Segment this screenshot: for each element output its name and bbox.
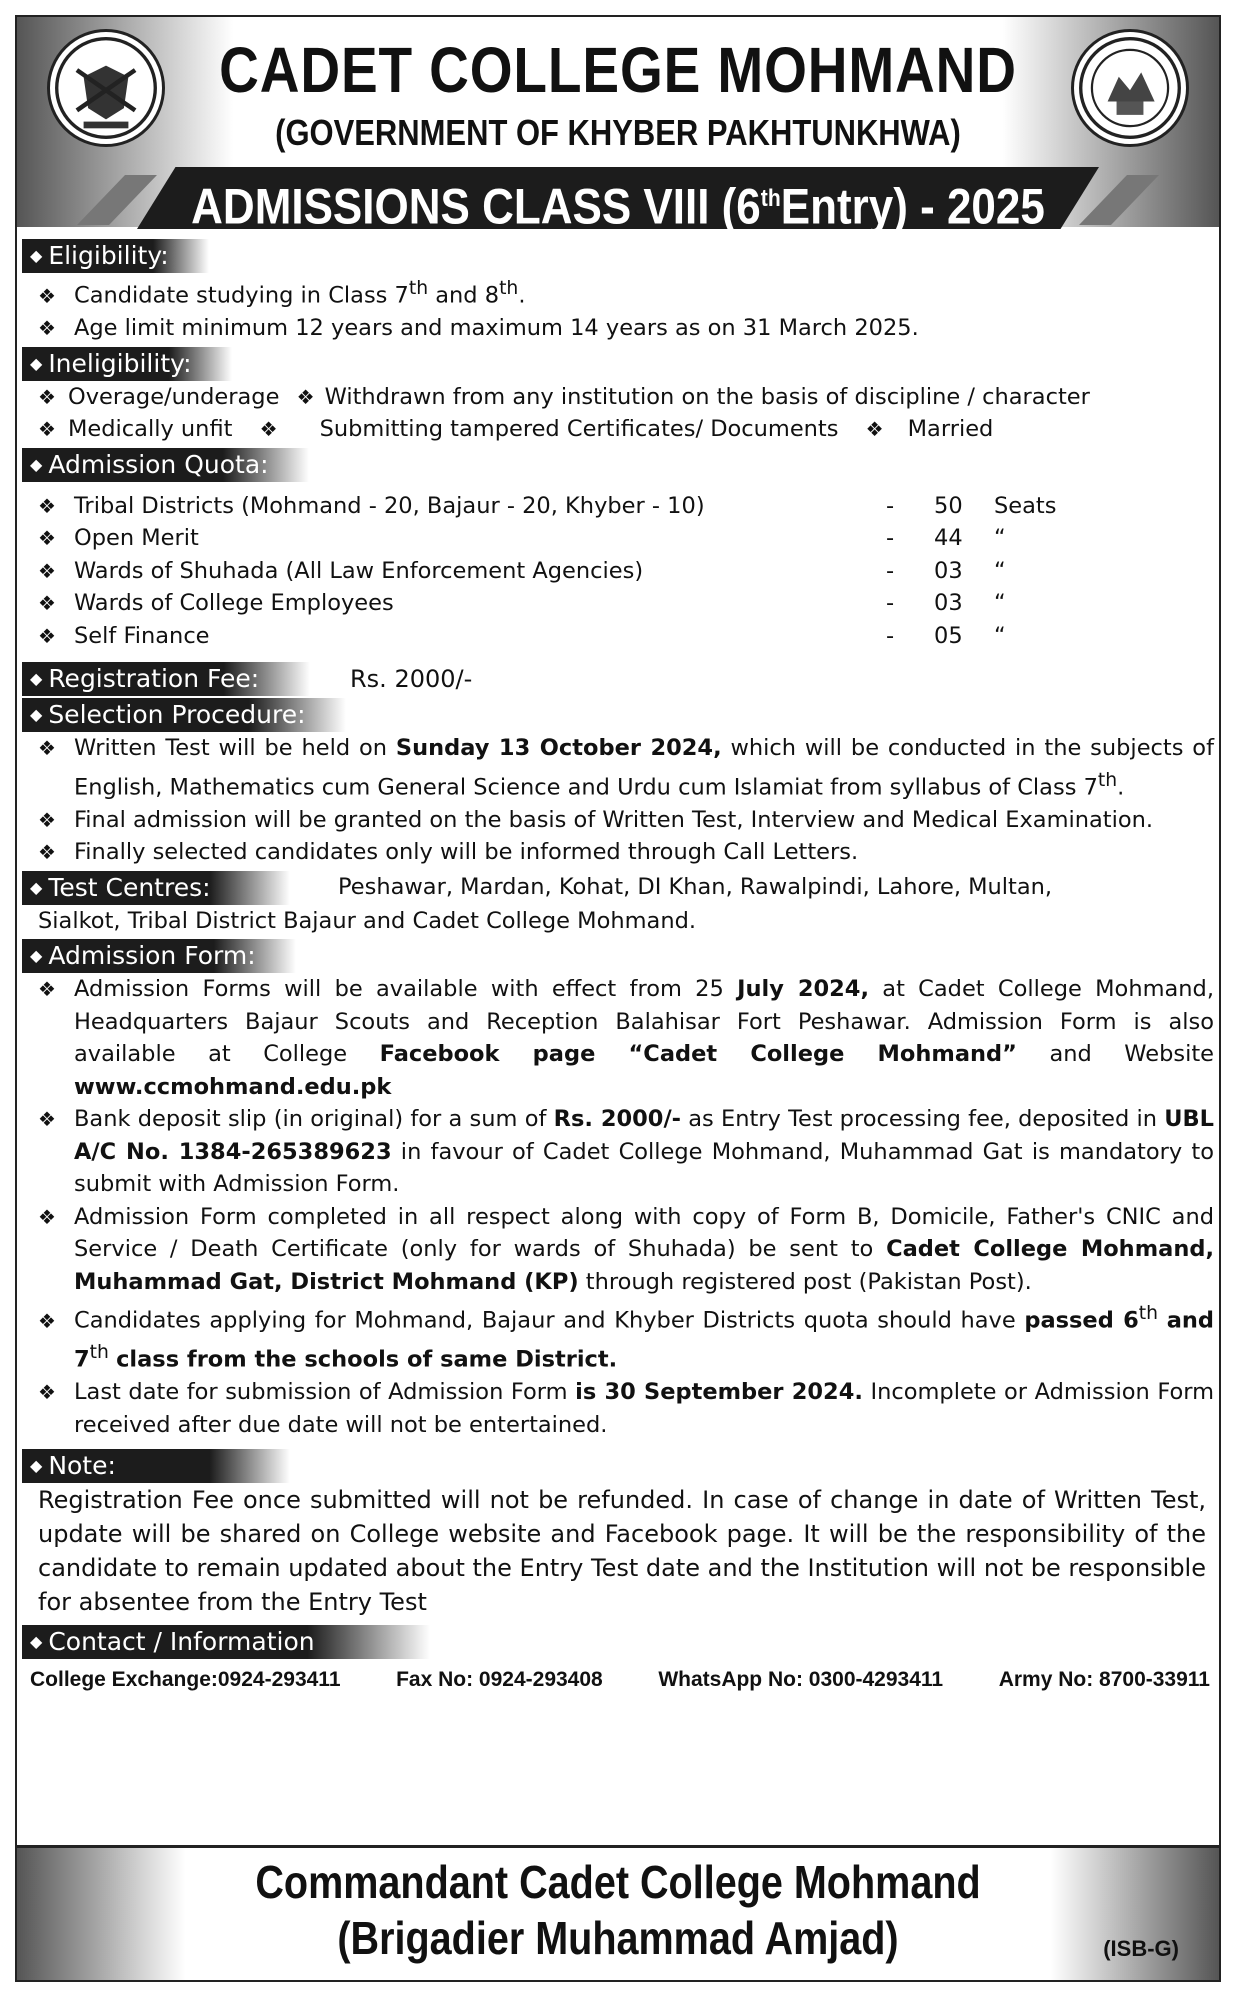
quota-name: Self Finance: [74, 622, 210, 649]
banner-text: ADMISSIONS CLASS VIII (6thEntry) - 2025: [191, 178, 1045, 235]
diamond-icon: ◆: [30, 669, 43, 688]
quota-dash: -: [886, 525, 895, 551]
ineligibility-row: ❖ Overage/underage ❖ Withdrawn from any institution on the basis of discipline / character: [22, 381, 1214, 414]
bullet-icon: ❖: [38, 1380, 56, 1404]
form-item: ❖ Admission Form completed in all respect along with copy of Form B, Domicile, Father's CNIC and Service / Death Certificate (only for wards of Shuhada) be sent to Cadet College Mohmand, Muhammad Gat, District Mohmand (KP) through registered post (Pakistan Post).: [22, 1201, 1214, 1299]
bullet-icon: ❖: [38, 283, 56, 308]
footer: [17, 1845, 1219, 1980]
contact-numbers: [22, 1665, 1214, 1695]
bullet-icon: ❖: [865, 417, 884, 441]
section-heading-contact: ◆ Contact / Information: [22, 1625, 1214, 1659]
quota-row: [22, 587, 1214, 620]
bullet-icon: ❖: [38, 526, 56, 550]
diamond-icon: ◆: [30, 454, 43, 474]
note-text: Registration Fee once submitted will not be refunded. In case of change in date of Written Test, update will be shared on College website and Facebook page. It will be the responsibility of the candidate to remain updated about the Entry Test date and the Institution will not be responsible for absentee from the Entry Test: [38, 1486, 1206, 1616]
bullet-icon: ❖: [296, 384, 315, 409]
diamond-icon: ◆: [30, 353, 43, 373]
footer-name: (Brigadier Muhammad Amjad): [337, 1912, 899, 1964]
bullet-icon: ❖: [38, 558, 56, 583]
diamond-icon: ◆: [30, 1456, 43, 1475]
form-item: ❖ Last date for submission of Admission Form is 30 September 2024. Incomplete or Admission Form received after due date will not be entertained.: [22, 1376, 1214, 1441]
footer-commandant: Commandant Cadet College Mohmand: [255, 1856, 981, 1908]
diamond-icon: ◆: [30, 705, 43, 724]
bullet-icon: ❖: [38, 417, 56, 441]
bullet-icon: ❖: [38, 591, 56, 615]
form-item: ❖ Admission Forms will be available with effect from 25 July 2024, at Cadet College Mohmand, Headquarters Bajaur Scouts and Reception Balahisar Fort Peshawar. Admission Form is also available at College Facebook page “Cadet College Mohmand” and Website www.ccmohmand.edu.pk: [22, 973, 1214, 1103]
quota-unit: “: [994, 525, 1006, 551]
selection-item: ❖ Written Test will be held on Sunday 13 October 2024, which will be conducted in the subjects of English, Mathematics cum General Science and Urdu cum Islamiat from syllabus of Class 7th.: [22, 732, 1214, 804]
selection-item: ❖ Finally selected candidates only will be informed through Call Letters.: [22, 836, 1214, 869]
section-heading-note: ◆ Note:: [22, 1449, 1214, 1483]
bullet-icon: ❖: [38, 493, 56, 518]
eligibility-item: ❖ Age limit minimum 12 years and maximum 14 years as on 31 March 2025.: [22, 312, 1214, 345]
quota-name: Wards of College Employees: [74, 590, 394, 616]
quota-value: 03: [934, 590, 963, 616]
diamond-icon: ◆: [30, 877, 43, 897]
quota-dash: -: [886, 590, 895, 616]
page-subtitle: (GOVERNMENT OF KHYBER PAKHTUNKHWA): [275, 112, 961, 153]
bullet-icon: ❖: [38, 977, 56, 1001]
page-title: CADET COLLEGE MOHMAND: [219, 34, 1017, 106]
quota-dash: -: [886, 622, 895, 649]
whatsapp-number: WhatsApp No: 0300-4293411: [658, 1668, 944, 1691]
bullet-icon: ❖: [38, 1107, 56, 1131]
section-heading-test-centres: ◆ Test Centres: Peshawar, Mardan, Kohat, DI Khan, Rawalpindi, Lahore, Multan,: [22, 871, 1214, 905]
quota-unit: “: [994, 557, 1006, 584]
college-exchange-number: College Exchange:0924-293411: [30, 1668, 341, 1691]
eligibility-item: ❖ Candidate studying in Class 7th and 8th.: [22, 273, 1214, 312]
section-heading-selection: ◆ Selection Procedure:: [22, 698, 1214, 732]
kp-government-seal-icon: [1071, 29, 1189, 147]
quota-name: Wards of Shuhada (All Law Enforcement Agencies): [74, 557, 644, 584]
content: [22, 237, 1214, 1695]
quota-value: 03: [934, 557, 963, 584]
section-heading-quota: ◆ Admission Quota:: [22, 448, 1214, 482]
ineligibility-row: ❖ Medically unfit ❖ Submitting tampered Certificates/ Documents ❖ Married: [22, 413, 1214, 446]
bullet-icon: ❖: [38, 316, 56, 340]
section-heading-eligibility: ◆ Eligibility:: [22, 239, 1214, 273]
bullet-icon: ❖: [38, 1204, 56, 1229]
fax-number: Fax No: 0924-293408: [396, 1668, 603, 1691]
quota-unit: “: [994, 590, 1006, 616]
registration-fee-value: Rs. 2000/-: [350, 664, 473, 693]
admissions-banner: [77, 167, 1159, 235]
quota-unit: Seats: [994, 492, 1057, 519]
bullet-icon: ❖: [38, 384, 56, 409]
bullet-icon: ❖: [38, 1308, 56, 1333]
quota-row: [22, 620, 1214, 653]
section-heading-admission-form: ◆ Admission Form:: [22, 939, 1214, 973]
quota-value: 50: [934, 492, 963, 519]
quota-value: 05: [934, 622, 963, 649]
advertisement: [15, 15, 1221, 1982]
quota-name: Open Merit: [74, 525, 199, 551]
quota-row: [22, 555, 1214, 588]
quota-dash: -: [886, 492, 895, 519]
bullet-icon: ❖: [38, 840, 56, 864]
quota-dash: -: [886, 557, 895, 584]
diamond-icon: ◆: [30, 1632, 43, 1651]
quota-unit: “: [994, 622, 1006, 649]
diamond-icon: ◆: [30, 946, 43, 965]
test-centres-list: Peshawar, Mardan, Kohat, DI Khan, Rawalpindi, Lahore, Multan,: [338, 874, 1053, 901]
selection-item: ❖ Final admission will be granted on the basis of Written Test, Interview and Medical Examination.: [22, 804, 1214, 837]
quota-name: Tribal Districts (Mohmand - 20, Bajaur - 20, Khyber - 10): [74, 492, 705, 519]
section-heading-ineligibility: ◆ Ineligibility:: [22, 347, 1214, 381]
bullet-icon: ❖: [38, 807, 56, 832]
form-item: ❖ Candidates applying for Mohmand, Bajaur and Khyber Districts quota should have passed 6th and 7th class from the schools of same District.: [38, 1303, 1214, 1373]
diamond-icon: ◆: [30, 246, 43, 265]
test-centres-list-cont: Sialkot, Tribal District Bajaur and Cadet College Mohmand.: [38, 907, 697, 934]
bullet-icon: ❖: [38, 623, 56, 648]
quota-row: [22, 490, 1214, 523]
section-heading-registration-fee: ◆ Registration Fee: Rs. 2000/-: [22, 662, 1214, 696]
army-number: Army No: 8700-33911: [998, 1668, 1210, 1691]
footer-code: (ISB-G): [1103, 1936, 1179, 1961]
quota-row: [22, 522, 1214, 555]
quota-value: 44: [934, 525, 963, 551]
header: [17, 17, 1219, 235]
website-link[interactable]: www.ccmohmand.edu.pk: [74, 1073, 392, 1100]
bullet-icon: ❖: [259, 417, 278, 441]
bullet-icon: ❖: [38, 736, 56, 760]
form-item: ❖ Bank deposit slip (in original) for a sum of Rs. 2000/- as Entry Test processing fee, deposited in UBL A/C No. 1384-265389623 in favour of Cadet College Mohmand, Muhammad Gat is mandatory to submit with Admission Form.: [22, 1103, 1214, 1201]
quota-table: [22, 490, 1214, 653]
